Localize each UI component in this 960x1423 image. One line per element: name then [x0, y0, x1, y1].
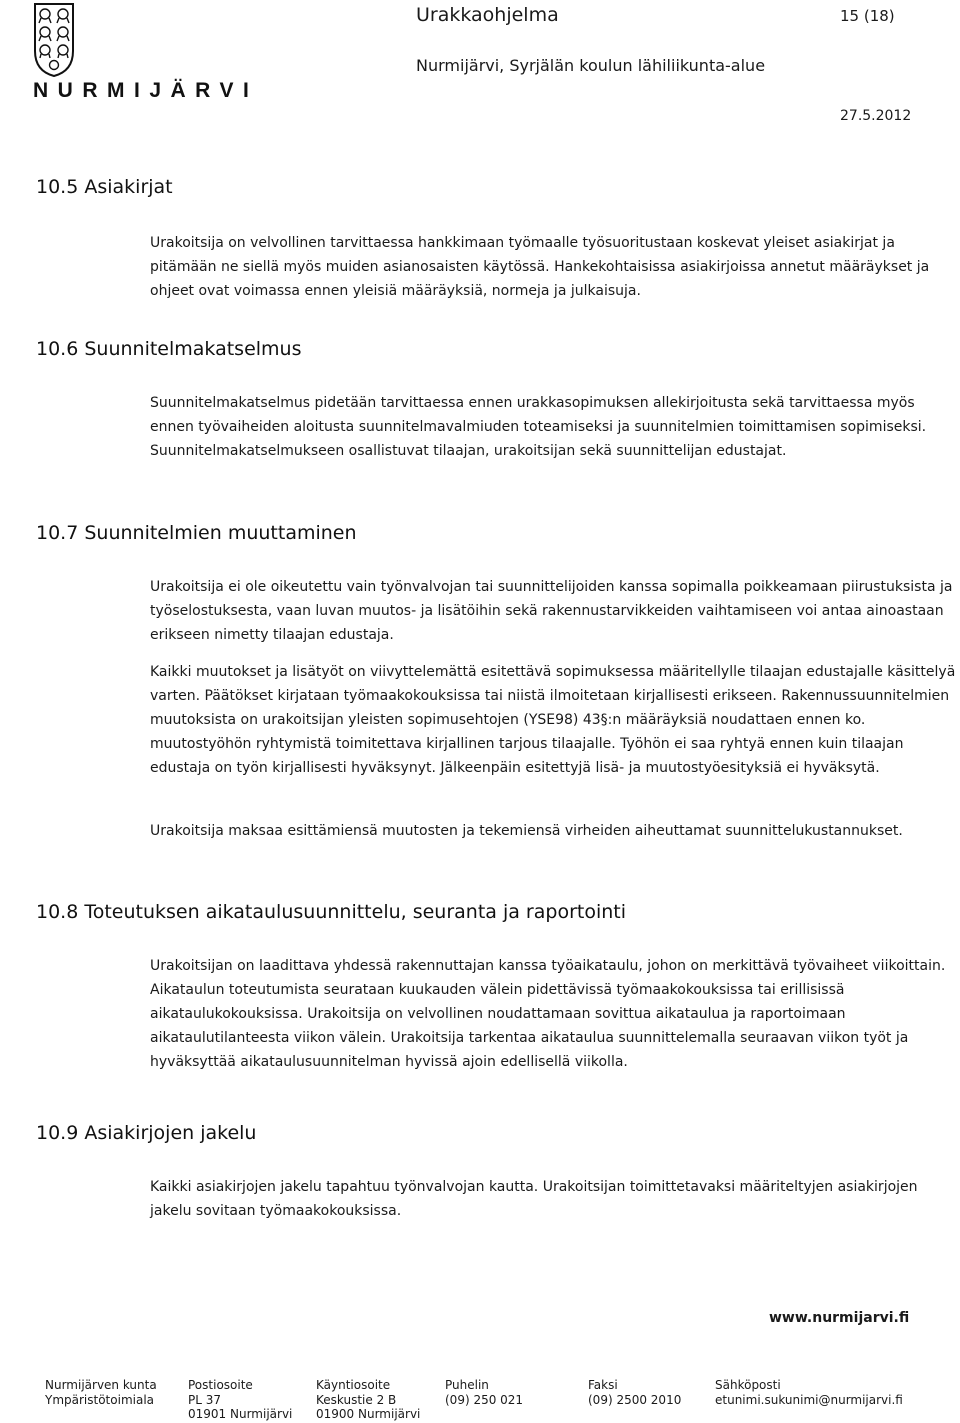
section-heading: 10.6 Suunnitelmakatselmus: [36, 338, 302, 360]
footer-column-phone: Puhelin (09) 250 021: [445, 1378, 524, 1407]
section-paragraph: Urakoitsija ei ole oikeutettu vain työnvalvojan tai suunnittelijoiden kanssa sopimalla poikkeamaan piirustuksista ja työselostuksesta, vaan luvan muutos- ja lisätöihin sekä rakennustarvikkeiden vaihtamiseen voi antaa ainoastaan erikseen nimetty tilaajan edustaja.: [150, 579, 953, 643]
document-subtitle: Nurmijärvi, Syrjälän koulun lähiliikunta-alue: [416, 56, 766, 75]
section-paragraph: Urakoitsija maksaa esittämiensä muutosten ja tekemiensä virheiden aiheuttamat suunnittelukustannukset.: [150, 823, 903, 839]
coat-of-arms-logo: [34, 3, 74, 77]
section-paragraph: Suunnitelmakatselmus pidetään tarvittaessa ennen urakkasopimuksen allekirjoitusta sekä tarvittaessa myös ennen työvaiheiden aloitusta suunnitelmavalmiuden toteamiseksi ja suunnitelmien toimittamisen sopimiseksi. Suunnitelmakatselmukseen osallistuvat tilaajan, urakoitsijan sekä suunnittelijan edustajat.: [150, 395, 927, 459]
section-heading: 10.8 Toteutuksen aikataulusuunnittelu, seuranta ja raportointi: [36, 901, 627, 923]
section-paragraph: Urakoitsija on velvollinen tarvittaessa hankkimaan työmaalle työsuoritustaan koskevat yleiset asiakirjat ja pitämään ne siellä myös muiden asianosaisten käytössä. Hankekohtaisissa asiakirjoissa annetut määräykset ja ohjeet ovat voimassa ennen yleisiä määräyksiä, normeja ja julkaisuja.: [150, 235, 930, 299]
section-paragraph: Urakoitsijan on laadittava yhdessä rakennuttajan kanssa työaikataulu, johon on merkittävä työvaiheet viikoittain. Aikataulun toteutumista seurataan kuukauden välein pidettävissä työmaakokouksissa tai erillisissä aikataulukokouksissa. Urakoitsija on velvollinen noudattamaan sovittua aikataulua ja raportoimaan aikataulutilanteesta viikon välein. Urakoitsija tarkentaa aikataulua suunnittelemalla seuraavan viikon työt ja hyväksyttää aikataulusuunnitelman hyvissä ajoin edellisellä viikolla.: [150, 958, 946, 1070]
footer-column-visiting-address: Käyntiosoite Keskustie 2 B 01900 Nurmijärvi: [316, 1378, 421, 1421]
footer-column-email: Sähköposti etunimi.sukunimi@nurmijarvi.fi: [715, 1378, 903, 1407]
footer-column-organization: Nurmijärven kunta Ympäristötoimiala: [45, 1378, 157, 1407]
section-paragraph: Kaikki muutokset ja lisätyöt on viivyttelemättä esitettävä sopimuksessa määritellylle tilaajan edustajalle käsittelyä varten. Päätökset kirjataan työmaakokouksissa tai niistä ilmoitetaan kirjallisesti erikseen. Rakennussuunnitelmien muutoksista on urakoitsijan yleisten sopimusehtojen (YSE98) 43§:n määräyksiä noudattaen ennen ko. muutostyöhön ryhtymistä toimitettava kirjallinen tarjous tilaajalle. Työhön ei saa ryhtyä ennen kuin tilaajan edustaja on työn kirjallisesti hyväksynyt. Jälkeenpäin esitettyjä lisä- ja muutostyöesityksiä ei hyväksytä.: [150, 664, 956, 776]
logo-wordmark: NURMIJÄRVI: [33, 79, 259, 102]
footer-column-fax: Faksi (09) 2500 2010: [588, 1378, 682, 1407]
website-link[interactable]: www.nurmijarvi.fi: [769, 1310, 910, 1326]
section-heading: 10.9 Asiakirjojen jakelu: [36, 1122, 257, 1144]
section-paragraph: Kaikki asiakirjojen jakelu tapahtuu työnvalvojan kautta. Urakoitsijan toimittetavaksi määriteltyjen asiakirjojen jakelu sovitaan työmaakokouksissa.: [150, 1179, 918, 1219]
section-heading: 10.5 Asiakirjat: [36, 176, 173, 198]
page-footer: [0, 1378, 960, 1423]
document-date: 27.5.2012: [840, 108, 912, 124]
footer-column-postal-address: Postiosoite PL 37 01901 Nurmijärvi: [188, 1378, 293, 1421]
document-title: Urakkaohjelma: [416, 4, 559, 26]
page-number: 15 (18): [840, 7, 895, 25]
section-heading: 10.7 Suunnitelmien muuttaminen: [36, 522, 357, 544]
